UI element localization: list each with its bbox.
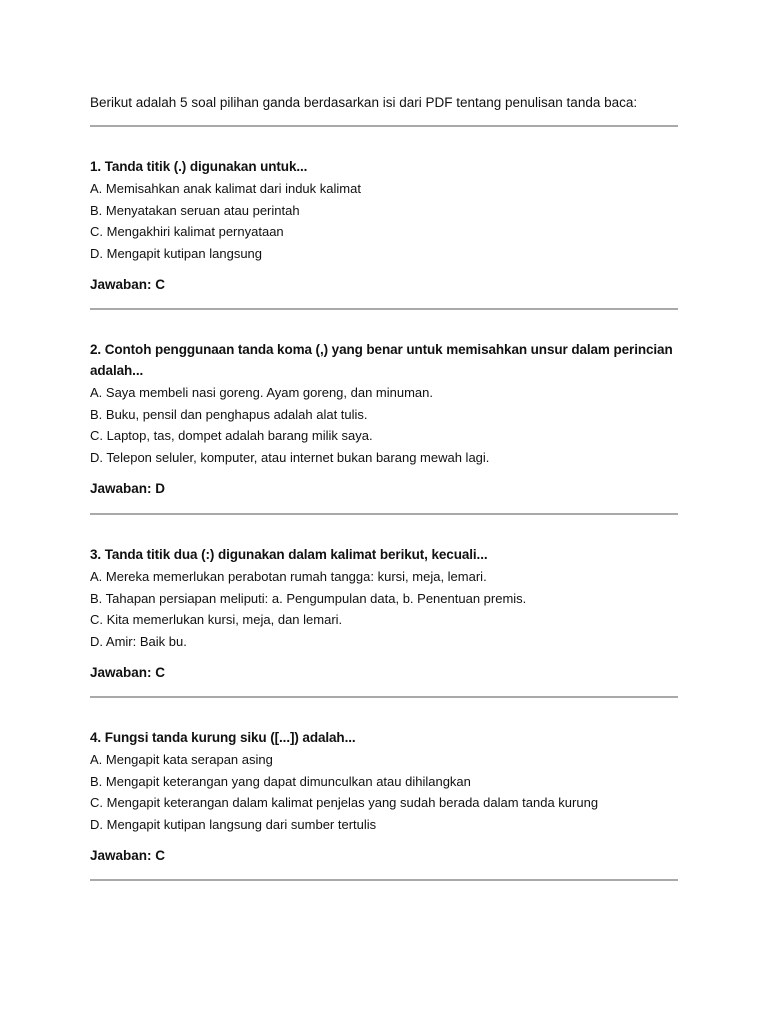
question-3 [90,544,678,683]
option-c: C. Mengakhiri kalimat pernyataan [90,224,284,240]
question-4 [90,727,678,866]
option-c: C. Kita memerlukan kursi, meja, dan lemari. [90,612,343,628]
answer-label: Jawaban: D [90,480,166,496]
option-a: A. Mengapit kata serapan asing [90,752,273,767]
question-title: 3. Tanda titik dua (:) digunakan dalam kalimat berikut, kecuali... [90,547,488,562]
divider [90,308,678,310]
question-title: 1. Tanda titik (.) digunakan untuk... [90,159,308,174]
divider [90,696,678,698]
answer-label: Jawaban: C [90,847,166,863]
option-b: B. Menyatakan seruan atau perintah [90,202,300,218]
answer-label: Jawaban: C [90,276,166,292]
option-d: D. Mengapit kutipan langsung [90,246,263,262]
divider [90,513,678,515]
option-b: B. Tahapan persiapan meliputi: a. Pengumpulan data, b. Penentuan premis. [90,590,527,606]
option-d: D. Mengapit kutipan langsung dari sumber tertulis [90,817,377,833]
question-1 [90,156,678,295]
question-title: 4. Fungsi tanda kurung siku ([...]) adalah... [90,730,356,745]
option-a: A. Saya membeli nasi goreng. Ayam goreng, dan minuman. [90,385,434,400]
question-title: 2. Contoh penggunaan tanda koma (,) yang benar untuk memisahkan unsur dalam perincian adalah... [90,342,673,378]
option-c: C. Laptop, tas, dompet adalah barang milik saya. [90,428,373,444]
question-2 [90,339,678,499]
option-d: D. Telepon seluler, komputer, atau internet bukan barang mewah lagi. [90,450,490,466]
intro-text: Berikut adalah 5 soal pilihan ganda berdasarkan isi dari PDF tentang penulisan tanda baca: [90,95,638,110]
divider [90,879,678,881]
option-a: A. Memisahkan anak kalimat dari induk kalimat [90,181,361,196]
answer-label: Jawaban: C [90,664,166,680]
option-b: B. Buku, pensil dan penghapus adalah alat tulis. [90,406,368,422]
option-a: A. Mereka memerlukan perabotan rumah tangga: kursi, meja, lemari. [90,569,487,584]
option-c: C. Mengapit keterangan dalam kalimat penjelas yang sudah berada dalam tanda kurung [90,795,599,811]
divider [90,125,678,127]
option-d: D. Amir: Baik bu. [90,634,187,650]
option-b: B. Mengapit keterangan yang dapat dimunculkan atau dihilangkan [90,773,471,789]
